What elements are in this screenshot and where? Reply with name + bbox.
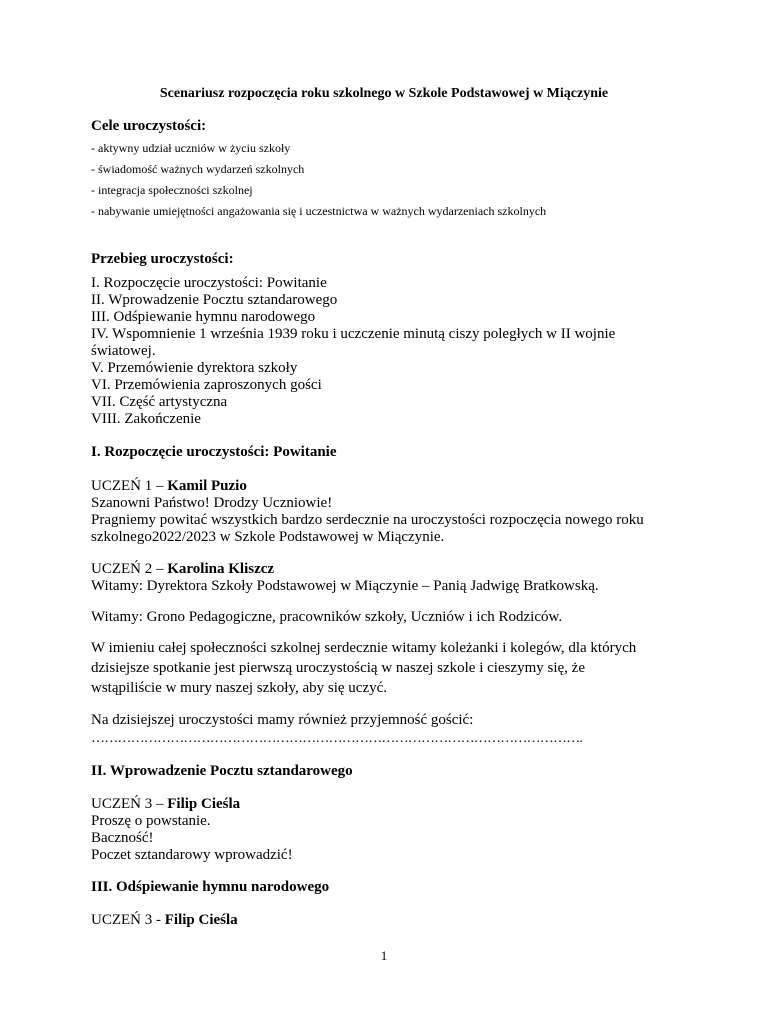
- program-item: II. Wprowadzenie Pocztu sztandarowego: [91, 292, 338, 308]
- goals-heading: Cele uroczystości:: [91, 118, 207, 134]
- dotted-placeholder: ………………………………………………………………………………………………….: [91, 731, 583, 746]
- goal-item: - aktywny udział uczniów w życiu szkoły: [91, 141, 291, 155]
- program-heading: Przebieg uroczystości:: [91, 251, 234, 267]
- speech-line: Baczność!: [91, 830, 154, 846]
- speech-line: Pragniemy powitać wszystkich bardzo serdecznie na uroczystości rozpoczęcia nowego roku: [91, 512, 644, 528]
- speaker-line: [91, 561, 274, 578]
- document-title: Scenariusz rozpoczęcia roku szkolnego w Szkole Podstawowej w Miączynie: [159, 86, 609, 101]
- speech-line: W imieniu całej społeczności szkolnej serdecznie witamy koleżanki i kolegów, dla których: [91, 640, 637, 656]
- speaker-name: Kamil Puzio: [167, 478, 247, 494]
- goal-item: - integracja społeczności szkolnej: [91, 183, 253, 197]
- speaker-line: [91, 796, 240, 813]
- program-item: światowej.: [91, 343, 156, 359]
- program-item: V. Przemówienie dyrektora szkoły: [91, 360, 298, 376]
- speech-line: wstąpiliście w mury naszej szkoły, aby się uczyć.: [91, 680, 388, 696]
- speaker-line: [91, 912, 238, 929]
- program-item: VI. Przemówienia zaproszonych gości: [91, 377, 322, 393]
- page-number: 1: [380, 948, 388, 963]
- speaker-role: UCZEŃ 2 –: [91, 561, 168, 577]
- speaker-name: Filip Cieśla: [167, 796, 241, 812]
- speaker-line: [91, 478, 247, 495]
- program-item: IV. Wspomnienie 1 września 1939 roku i uczczenie minutą ciszy poległych w II wojnie: [91, 326, 616, 342]
- speech-line: Witamy: Dyrektora Szkoły Podstawowej w Miączynie – Panią Jadwigę Bratkowską.: [91, 578, 599, 594]
- program-item: I. Rozpoczęcie uroczystości: Powitanie: [91, 275, 327, 291]
- program-item: VII. Część artystyczna: [91, 394, 228, 410]
- speech-line: Witamy: Grono Pedagogiczne, pracowników szkoły, Uczniów i ich Rodziców.: [91, 609, 563, 625]
- speaker-role: UCZEŃ 1 –: [91, 478, 168, 494]
- speech-line: Poczet sztandarowy wprowadzić!: [91, 847, 293, 863]
- section1-heading: I. Rozpoczęcie uroczystości: Powitanie: [91, 444, 337, 460]
- goal-item: - świadomość ważnych wydarzeń szkolnych: [91, 162, 305, 176]
- speech-line: szkolnego2022/2023 w Szkole Podstawowej w Miączynie.: [91, 529, 445, 545]
- program-item: III. Odśpiewanie hymnu narodowego: [91, 309, 316, 325]
- speech-line: dzisiejsze spotkanie jest pierwszą uroczystością w naszej szkole i cieszymy się, że: [91, 660, 585, 676]
- speech-line: Na dzisiejszej uroczystości mamy również przyjemność gościć:: [91, 712, 474, 728]
- section3-heading: III. Odśpiewanie hymnu narodowego: [91, 879, 330, 895]
- speaker-role: UCZEŃ 3 -: [91, 912, 165, 928]
- speaker-name: Filip Cieśla: [164, 912, 238, 928]
- section2-heading: II. Wprowadzenie Pocztu sztandarowego: [91, 763, 353, 779]
- speaker-role: UCZEŃ 3 –: [91, 796, 168, 812]
- speech-line: Proszę o powstanie.: [91, 813, 211, 829]
- speaker-name: Karolina Kliszcz: [167, 561, 275, 577]
- program-item: VIII. Zakończenie: [91, 411, 201, 427]
- goal-item: - nabywanie umiejętności angażowania się i uczestnictwa w ważnych wydarzeniach szkolnych: [91, 204, 547, 218]
- speech-line: Szanowni Państwo! Drodzy Uczniowie!: [91, 495, 333, 511]
